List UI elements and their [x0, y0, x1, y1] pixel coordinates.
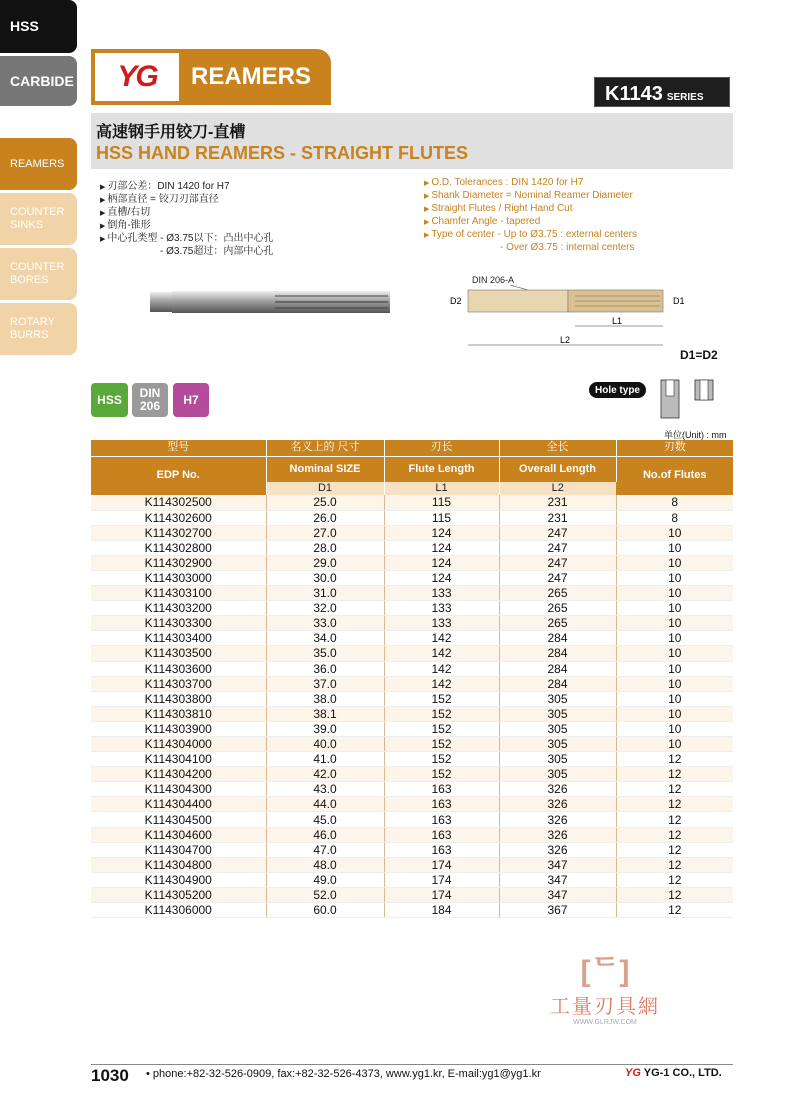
- overall-length-cell: 247: [499, 525, 616, 540]
- contact-info: • phone:+82-32-526-0909, fax:+82-32-526-4373, www.yg1.kr, E-mail:yg1@yg1.kr: [146, 1068, 541, 1080]
- table-row: [91, 510, 733, 525]
- table-body: [91, 495, 733, 918]
- nominal-size-cell: 41.0: [266, 752, 384, 767]
- spec-list-cn: [100, 181, 273, 259]
- table-row: [91, 812, 733, 827]
- flutes-cell: 10: [616, 661, 733, 676]
- overall-length-cell: 231: [499, 510, 616, 525]
- flute-length-cell: 184: [384, 903, 499, 918]
- spec-item: ▶ Type of center - Up to Ø3.75 : external centers: [424, 229, 637, 242]
- flutes-cell: 10: [616, 586, 733, 601]
- overall-length-cell: 326: [499, 782, 616, 797]
- flutes-cell: 8: [616, 495, 733, 510]
- company-logo: [625, 1067, 722, 1079]
- edp-no-cell: K114303400: [91, 631, 266, 646]
- flute-length-cell: 133: [384, 616, 499, 631]
- series-code: K1143: [605, 83, 663, 105]
- edp-no-cell: K114303700: [91, 676, 266, 691]
- overall-length-cell: 284: [499, 631, 616, 646]
- table-row: [91, 646, 733, 661]
- overall-length-cell: 347: [499, 872, 616, 887]
- flutes-cell: 10: [616, 706, 733, 721]
- edp-no-cell: K114304600: [91, 827, 266, 842]
- table-row: [91, 887, 733, 902]
- edp-no-cell: K114303800: [91, 691, 266, 706]
- table-row: [91, 631, 733, 646]
- overall-length-cell: 284: [499, 646, 616, 661]
- nominal-size-cell: 25.0: [266, 495, 384, 510]
- nominal-size-cell: 34.0: [266, 631, 384, 646]
- overall-length-cell: 367: [499, 903, 616, 918]
- flutes-cell: 10: [616, 631, 733, 646]
- edp-no-cell: K114303810: [91, 706, 266, 721]
- edp-no-cell: K114305200: [91, 887, 266, 902]
- hole-type-label: Hole type: [589, 382, 646, 398]
- overall-length-cell: 265: [499, 586, 616, 601]
- flute-length-cell: 163: [384, 827, 499, 842]
- header-overall-length: Overall Length: [499, 456, 616, 482]
- sidebar-tab-hss[interactable]: [0, 0, 77, 53]
- flutes-cell: 10: [616, 570, 733, 585]
- header-cn-flute-length: 刃长: [384, 440, 499, 456]
- series-label: SERIES: [666, 92, 704, 103]
- drawing-standard: DIN 206-A: [472, 275, 515, 285]
- overall-length-cell: 247: [499, 555, 616, 570]
- nominal-size-cell: 28.0: [266, 540, 384, 555]
- edp-no-cell: K114303500: [91, 646, 266, 661]
- flute-length-cell: 142: [384, 676, 499, 691]
- watermark-url: WWW.GLRJW.COM: [573, 1019, 637, 1026]
- standard-badge-din206: DIN 206: [132, 383, 168, 417]
- flutes-cell: 10: [616, 676, 733, 691]
- header-cn-overall-length: 全长: [499, 440, 616, 456]
- flute-length-cell: 115: [384, 510, 499, 525]
- header-flute-length: Flute Length: [384, 456, 499, 482]
- edp-no-cell: K114302600: [91, 510, 266, 525]
- spec-item: ▶ Shank Diameter = Nominal Reamer Diameter: [424, 190, 637, 203]
- specs-table: [91, 440, 733, 918]
- header-cn-edp: 型号: [91, 440, 266, 456]
- flutes-cell: 10: [616, 555, 733, 570]
- overall-length-cell: 326: [499, 797, 616, 812]
- tolerance-badge-h7: H7: [173, 383, 209, 417]
- flutes-cell: 12: [616, 797, 733, 812]
- table-row: [91, 872, 733, 887]
- edp-no-cell: K114304100: [91, 752, 266, 767]
- tab-label: HSS: [10, 18, 39, 34]
- overall-length-cell: 305: [499, 752, 616, 767]
- product-header: [91, 49, 331, 105]
- reamer-technical-drawing: [440, 272, 710, 362]
- overall-length-cell: 305: [499, 706, 616, 721]
- flute-length-cell: 152: [384, 752, 499, 767]
- spec-item: - Ø3.75超过：内部中心孔: [160, 246, 274, 257]
- overall-length-cell: 265: [499, 601, 616, 616]
- spec-item: ▶ O.D. Tolerances : DIN 1420 for H7: [424, 177, 637, 190]
- nominal-size-cell: 43.0: [266, 782, 384, 797]
- flutes-cell: 12: [616, 857, 733, 872]
- table-row: [91, 601, 733, 616]
- nominal-size-cell: 35.0: [266, 646, 384, 661]
- flutes-cell: 12: [616, 767, 733, 782]
- flutes-cell: 10: [616, 540, 733, 555]
- table-row: [91, 555, 733, 570]
- spec-item: ▶ 中心孔类型 - Ø3.75以下：凸出中心孔: [100, 233, 273, 246]
- nominal-size-cell: 33.0: [266, 616, 384, 631]
- contact-text: phone:+82-32-526-0909, fax:+82-32-526-4373, www.yg1.kr, E-mail:yg1@yg1.kr: [152, 1068, 541, 1080]
- sidebar-tab-reamers[interactable]: [0, 138, 77, 190]
- table-row: [91, 706, 733, 721]
- edp-no-cell: K114303200: [91, 601, 266, 616]
- flutes-cell: 12: [616, 782, 733, 797]
- flute-length-cell: 133: [384, 586, 499, 601]
- nominal-size-cell: 38.0: [266, 691, 384, 706]
- flute-length-cell: 124: [384, 525, 499, 540]
- overall-length-cell: 265: [499, 616, 616, 631]
- edp-no-cell: K114303300: [91, 616, 266, 631]
- nominal-size-cell: 49.0: [266, 872, 384, 887]
- l1-label: L1: [612, 316, 623, 326]
- nominal-size-cell: 32.0: [266, 601, 384, 616]
- edp-no-cell: K114302500: [91, 495, 266, 510]
- material-badge-hss: HSS: [91, 383, 128, 417]
- overall-length-cell: 247: [499, 540, 616, 555]
- edp-no-cell: K114303900: [91, 721, 266, 736]
- nominal-size-cell: 37.0: [266, 676, 384, 691]
- flutes-cell: 10: [616, 737, 733, 752]
- page-number: 1030: [91, 1066, 129, 1085]
- spec-item: ▶ Chamfer Angle - tapered: [424, 216, 637, 229]
- table-row: [91, 661, 733, 676]
- table-row: [91, 903, 733, 918]
- spec-item: ▶ 直槽/右切: [100, 207, 273, 220]
- table-row: [91, 691, 733, 706]
- watermark: [540, 946, 670, 1026]
- spec-list-en: [424, 177, 637, 255]
- hole-type-icon: [655, 378, 735, 422]
- nominal-size-cell: 26.0: [266, 510, 384, 525]
- edp-no-cell: K114304300: [91, 782, 266, 797]
- series-badge: [594, 77, 730, 107]
- logo-text: YG: [117, 60, 157, 93]
- nominal-size-cell: 27.0: [266, 525, 384, 540]
- table-row: [91, 827, 733, 842]
- unit-label: 单位(Unit) : mm: [664, 430, 727, 440]
- d1-equals-d2: D1=D2: [680, 348, 718, 362]
- header-cn-size: 名义上的 尺寸: [266, 440, 384, 456]
- symbol-l1: L1: [384, 482, 499, 495]
- nominal-size-cell: 30.0: [266, 570, 384, 585]
- flutes-cell: 12: [616, 827, 733, 842]
- watermark-text: 工量刃具網: [550, 996, 660, 1018]
- flutes-cell: 12: [616, 752, 733, 767]
- table-row: [91, 616, 733, 631]
- edp-no-cell: K114304500: [91, 812, 266, 827]
- overall-length-cell: 347: [499, 857, 616, 872]
- flutes-cell: 10: [616, 691, 733, 706]
- page-title-cn: 高速钢手用铰刀-直槽: [96, 124, 246, 141]
- nominal-size-cell: 36.0: [266, 661, 384, 676]
- nominal-size-cell: 42.0: [266, 767, 384, 782]
- product-category: REAMERS: [191, 63, 312, 90]
- flutes-cell: 12: [616, 887, 733, 902]
- flute-length-cell: 133: [384, 601, 499, 616]
- nominal-size-cell: 46.0: [266, 827, 384, 842]
- flutes-cell: 12: [616, 812, 733, 827]
- edp-no-cell: K114304700: [91, 842, 266, 857]
- reamer-photo: [150, 282, 390, 322]
- nominal-size-cell: 29.0: [266, 555, 384, 570]
- nominal-size-cell: 40.0: [266, 737, 384, 752]
- spec-item: ▶ 刃部公差：DIN 1420 for H7: [100, 181, 273, 194]
- sidebar-tab-rotary-burrs[interactable]: [0, 303, 77, 355]
- overall-length-cell: 347: [499, 887, 616, 902]
- flute-length-cell: 152: [384, 767, 499, 782]
- overall-length-cell: 305: [499, 691, 616, 706]
- flute-length-cell: 152: [384, 706, 499, 721]
- flute-length-cell: 124: [384, 540, 499, 555]
- tab-label: COUNTER SINKS: [10, 206, 65, 231]
- flute-length-cell: 174: [384, 872, 499, 887]
- symbol-l2: L2: [499, 482, 616, 495]
- overall-length-cell: 326: [499, 842, 616, 857]
- edp-no-cell: K114304800: [91, 857, 266, 872]
- overall-length-cell: 326: [499, 827, 616, 842]
- edp-no-cell: K114304200: [91, 767, 266, 782]
- flutes-cell: 10: [616, 646, 733, 661]
- spec-item: ▶ Straight Flutes / Right Hand Cut: [424, 203, 637, 216]
- flute-length-cell: 163: [384, 812, 499, 827]
- flute-length-cell: 142: [384, 661, 499, 676]
- table-row: [91, 570, 733, 585]
- nominal-size-cell: 48.0: [266, 857, 384, 872]
- l2-label: L2: [560, 335, 571, 345]
- overall-length-cell: 326: [499, 812, 616, 827]
- table-row: [91, 782, 733, 797]
- flutes-cell: 12: [616, 842, 733, 857]
- sidebar-tab-carbide[interactable]: [0, 56, 77, 106]
- flute-length-cell: 174: [384, 887, 499, 902]
- overall-length-cell: 305: [499, 737, 616, 752]
- sidebar-tab-counter-bores[interactable]: [0, 248, 77, 300]
- nominal-size-cell: 45.0: [266, 812, 384, 827]
- flutes-cell: 12: [616, 872, 733, 887]
- table-row: [91, 586, 733, 601]
- flute-length-cell: 163: [384, 782, 499, 797]
- edp-no-cell: K114302900: [91, 555, 266, 570]
- table-row: [91, 752, 733, 767]
- table-row: [91, 525, 733, 540]
- flutes-cell: 10: [616, 601, 733, 616]
- flute-length-cell: 142: [384, 631, 499, 646]
- flute-length-cell: 124: [384, 570, 499, 585]
- flute-length-cell: 142: [384, 646, 499, 661]
- nominal-size-cell: 44.0: [266, 797, 384, 812]
- flutes-cell: 10: [616, 616, 733, 631]
- spec-item: - Over Ø3.75 : internal centers: [500, 242, 635, 253]
- edp-no-cell: K114303600: [91, 661, 266, 676]
- flutes-cell: 10: [616, 721, 733, 736]
- company-name: YG-1 CO., LTD.: [643, 1067, 722, 1079]
- table-row: [91, 721, 733, 736]
- edp-no-cell: K114303000: [91, 570, 266, 585]
- table-row: [91, 842, 733, 857]
- header-no-of-flutes: No.of Flutes: [616, 456, 733, 495]
- yg-logo: [95, 53, 179, 101]
- flutes-cell: 12: [616, 903, 733, 918]
- nominal-size-cell: 38.1: [266, 706, 384, 721]
- table-row: [91, 797, 733, 812]
- symbol-d1: D1: [266, 482, 384, 495]
- header-edp-no: EDP No.: [91, 456, 266, 495]
- overall-length-cell: 305: [499, 721, 616, 736]
- flute-length-cell: 152: [384, 691, 499, 706]
- overall-length-cell: 305: [499, 767, 616, 782]
- edp-no-cell: K114304400: [91, 797, 266, 812]
- footer-divider: [91, 1064, 733, 1065]
- flutes-cell: 8: [616, 510, 733, 525]
- sidebar-tab-counter-sinks[interactable]: [0, 193, 77, 245]
- nominal-size-cell: 60.0: [266, 903, 384, 918]
- company-logo-mark: YG: [625, 1067, 641, 1079]
- table-row: [91, 676, 733, 691]
- page-title-en: HSS HAND REAMERS - STRAIGHT FLUTES: [96, 143, 469, 163]
- flute-length-cell: 152: [384, 737, 499, 752]
- table-row: [91, 767, 733, 782]
- flute-length-cell: 124: [384, 555, 499, 570]
- spec-item: ▶ 倒角-锥形: [100, 220, 273, 233]
- spec-item: ▶ 柄部直径 = 铰刀刃部直径: [100, 194, 273, 207]
- title-band: [91, 113, 733, 169]
- tab-label: CARBIDE: [10, 72, 74, 89]
- flute-length-cell: 152: [384, 721, 499, 736]
- table-row: [91, 495, 733, 510]
- overall-length-cell: 247: [499, 570, 616, 585]
- nominal-size-cell: 39.0: [266, 721, 384, 736]
- watermark-logo-icon: [ᄃ]: [580, 955, 630, 988]
- tab-label: REAMERS: [10, 157, 65, 170]
- edp-no-cell: K114303100: [91, 586, 266, 601]
- header-cn-flutes: 刃数: [616, 440, 733, 456]
- nominal-size-cell: 31.0: [266, 586, 384, 601]
- nominal-size-cell: 47.0: [266, 842, 384, 857]
- flute-length-cell: 115: [384, 495, 499, 510]
- edp-no-cell: K114304000: [91, 737, 266, 752]
- edp-no-cell: K114302700: [91, 525, 266, 540]
- flutes-cell: 10: [616, 525, 733, 540]
- overall-length-cell: 284: [499, 661, 616, 676]
- flute-length-cell: 163: [384, 797, 499, 812]
- edp-no-cell: K114306000: [91, 903, 266, 918]
- edp-no-cell: K114302800: [91, 540, 266, 555]
- table-row: [91, 540, 733, 555]
- tab-label: ROTARY BURRS: [10, 316, 55, 341]
- overall-length-cell: 231: [499, 495, 616, 510]
- d1-label: D1: [673, 296, 685, 306]
- overall-length-cell: 284: [499, 676, 616, 691]
- table-row: [91, 857, 733, 872]
- header-nominal-size: Nominal SIZE: [266, 456, 384, 482]
- table-row: [91, 737, 733, 752]
- nominal-size-cell: 52.0: [266, 887, 384, 902]
- flute-length-cell: 163: [384, 842, 499, 857]
- edp-no-cell: K114304900: [91, 872, 266, 887]
- d2-label: D2: [450, 296, 462, 306]
- flute-length-cell: 174: [384, 857, 499, 872]
- tab-label: COUNTER BORES: [10, 261, 65, 286]
